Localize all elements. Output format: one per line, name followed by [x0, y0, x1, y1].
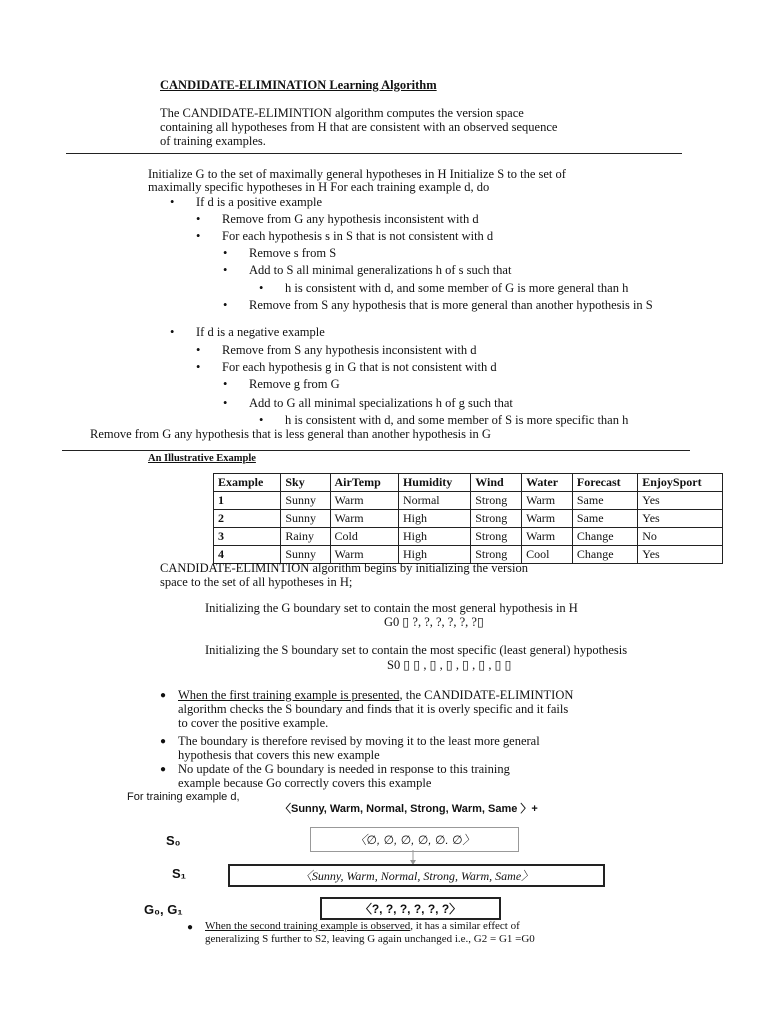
- s0-hypothesis: S0 ▯ ▯ , ▯ , ▯ , ▯ , ▯ , ▯ ▯: [387, 658, 512, 672]
- init-line-2: maximally specific hypotheses in H For each training example d, do: [148, 180, 490, 194]
- neg-e: • h is consistent with d, and some member of S is more specific than h: [285, 413, 628, 427]
- divider-top: [66, 153, 682, 154]
- begin-line-1: CANDIDATE-ELIMINTION algorithm begins by initializing the version: [160, 561, 528, 575]
- neg-a: • Remove from S any hypothesis inconsistent with d: [222, 343, 477, 357]
- col-humidity: Humidity: [398, 474, 470, 492]
- bullet-noupdate-line-1: ● No update of the G boundary is needed in response to this training: [178, 762, 510, 776]
- neg-b: • For each hypothesis g in G that is not consistent with d: [222, 360, 497, 374]
- cell: Warm: [522, 492, 573, 510]
- intro-line-1: The CANDIDATE-ELIMINTION algorithm computes the version space: [160, 106, 524, 120]
- cell: Same: [572, 510, 637, 528]
- bullet-first-example: [178, 688, 573, 702]
- cell: Strong: [471, 510, 522, 528]
- cell: Cold: [330, 528, 398, 546]
- intro-line-3: of training examples.: [160, 134, 266, 148]
- second-example-underlined: When the second training example is observed: [205, 920, 411, 932]
- first-example-underlined: When the first training example is presented: [178, 688, 400, 702]
- cell: Sunny: [281, 510, 330, 528]
- cell: Normal: [398, 492, 470, 510]
- s0-box-text: 〈∅, ∅, ∅, ∅, ∅. ∅〉: [354, 832, 475, 847]
- cell: High: [398, 510, 470, 528]
- bullet-first-line-2: algorithm checks the S boundary and finds that it is overly specific and it fails: [178, 702, 569, 716]
- cell: Rainy: [281, 528, 330, 546]
- cell: Yes: [638, 546, 723, 564]
- cell: Change: [572, 528, 637, 546]
- neg-head: • If d is a negative example: [196, 325, 325, 339]
- neg-d: • Add to G all minimal specializations h of g such that: [249, 396, 513, 410]
- col-example: Example: [214, 474, 281, 492]
- cell: Warm: [330, 492, 398, 510]
- pos-f: • Remove from S any hypothesis that is more general than another hypothesis in S: [249, 298, 653, 312]
- diagram-example-tuple: 〈Sunny, Warm, Normal, Strong, Warm, Same 〉+: [280, 803, 538, 815]
- cell: Sunny: [281, 492, 330, 510]
- training-table: [213, 473, 723, 564]
- cell: Change: [572, 546, 637, 564]
- s-init-text: Initializing the S boundary set to contain the most specific (least general) hypothesis: [205, 643, 628, 657]
- bullet-first-line-3: to cover the positive example.: [178, 716, 329, 730]
- s1-box-text: 〈Sunny, Warm, Normal, Strong, Warm, Same〉: [299, 868, 534, 883]
- cell: Cool: [522, 546, 573, 564]
- cell: Warm: [522, 510, 573, 528]
- col-enjoysport: EnjoySport: [638, 474, 723, 492]
- cell: Yes: [638, 510, 723, 528]
- bullet-noupdate-line-2: example because Go correctly covers this example: [178, 776, 432, 790]
- col-sky: Sky: [281, 474, 330, 492]
- init-line-1: Initialize G to the set of maximally general hypotheses in H Initialize S to the set of: [148, 167, 566, 181]
- cell: Warm: [522, 528, 573, 546]
- pos-e: • h is consistent with d, and some member of G is more general than h: [285, 281, 628, 295]
- divider-mid: [62, 450, 690, 451]
- table-row: [214, 492, 723, 510]
- cell: Strong: [471, 546, 522, 564]
- begin-line-2: space to the set of all hypotheses in H;: [160, 575, 353, 589]
- cell: Warm: [330, 510, 398, 528]
- s1-box: [228, 864, 605, 887]
- cell: 3: [214, 528, 281, 546]
- cell: Strong: [471, 492, 522, 510]
- table-header-row: [214, 474, 723, 492]
- cell: Same: [572, 492, 637, 510]
- page-title: CANDIDATE-ELIMINATION Learning Algorithm: [160, 78, 437, 92]
- pos-c: • Remove s from S: [249, 246, 336, 260]
- bullet-second-example: [205, 920, 520, 933]
- cell: No: [638, 528, 723, 546]
- bullet-boundary-line-1: ● The boundary is therefore revised by moving it to the least more general: [178, 734, 540, 748]
- pos-head: • If d is a positive example: [196, 195, 322, 209]
- col-forecast: Forecast: [572, 474, 637, 492]
- second-example-line-2: generalizing S further to S2, leaving G again unchanged i.e., G2 = G1 =G0: [205, 933, 535, 945]
- col-water: Water: [522, 474, 573, 492]
- cell: Strong: [471, 528, 522, 546]
- cell: 4: [214, 546, 281, 564]
- cell: High: [398, 528, 470, 546]
- g-box: [320, 897, 501, 920]
- g0-g1-label: G₀, G₁: [144, 902, 183, 917]
- first-example-rest: , the CANDIDATE-ELIMINTION: [399, 688, 574, 702]
- cell: Warm: [330, 546, 398, 564]
- g-box-text: 〈?, ?, ?, ?, ?, ?〉: [359, 901, 462, 916]
- pos-d: • Add to S all minimal generalizations h of s such that: [249, 263, 511, 277]
- table-row: [214, 510, 723, 528]
- neg-f: Remove from G any hypothesis that is less general than another hypothesis in G: [90, 427, 491, 441]
- col-airtemp: AirTemp: [330, 474, 398, 492]
- intro-line-2: containing all hypotheses from H that are consistent with an observed sequence: [160, 120, 558, 134]
- g0-hypothesis: G0 ▯ ?, ?, ?, ?, ?, ?▯: [384, 615, 484, 629]
- table-row: [214, 528, 723, 546]
- bullet-boundary-line-2: hypothesis that covers this new example: [178, 748, 380, 762]
- example-title: An Illustrative Example: [148, 453, 256, 464]
- cell: High: [398, 546, 470, 564]
- g-init-text: Initializing the G boundary set to contain the most general hypothesis in H: [205, 601, 578, 615]
- cell: 1: [214, 492, 281, 510]
- cell: 2: [214, 510, 281, 528]
- neg-c: • Remove g from G: [249, 377, 340, 391]
- s0-label: S₀: [166, 833, 181, 848]
- second-example-rest: , it has a similar effect of: [410, 920, 520, 932]
- s0-box: [310, 827, 519, 852]
- cell: Sunny: [281, 546, 330, 564]
- cell: Yes: [638, 492, 723, 510]
- diagram-caption: For training example d,: [127, 791, 240, 803]
- s1-label: S₁: [172, 866, 187, 881]
- pos-a: • Remove from G any hypothesis inconsistent with d: [222, 212, 479, 226]
- pos-b: • For each hypothesis s in S that is not consistent with d: [222, 229, 493, 243]
- col-wind: Wind: [471, 474, 522, 492]
